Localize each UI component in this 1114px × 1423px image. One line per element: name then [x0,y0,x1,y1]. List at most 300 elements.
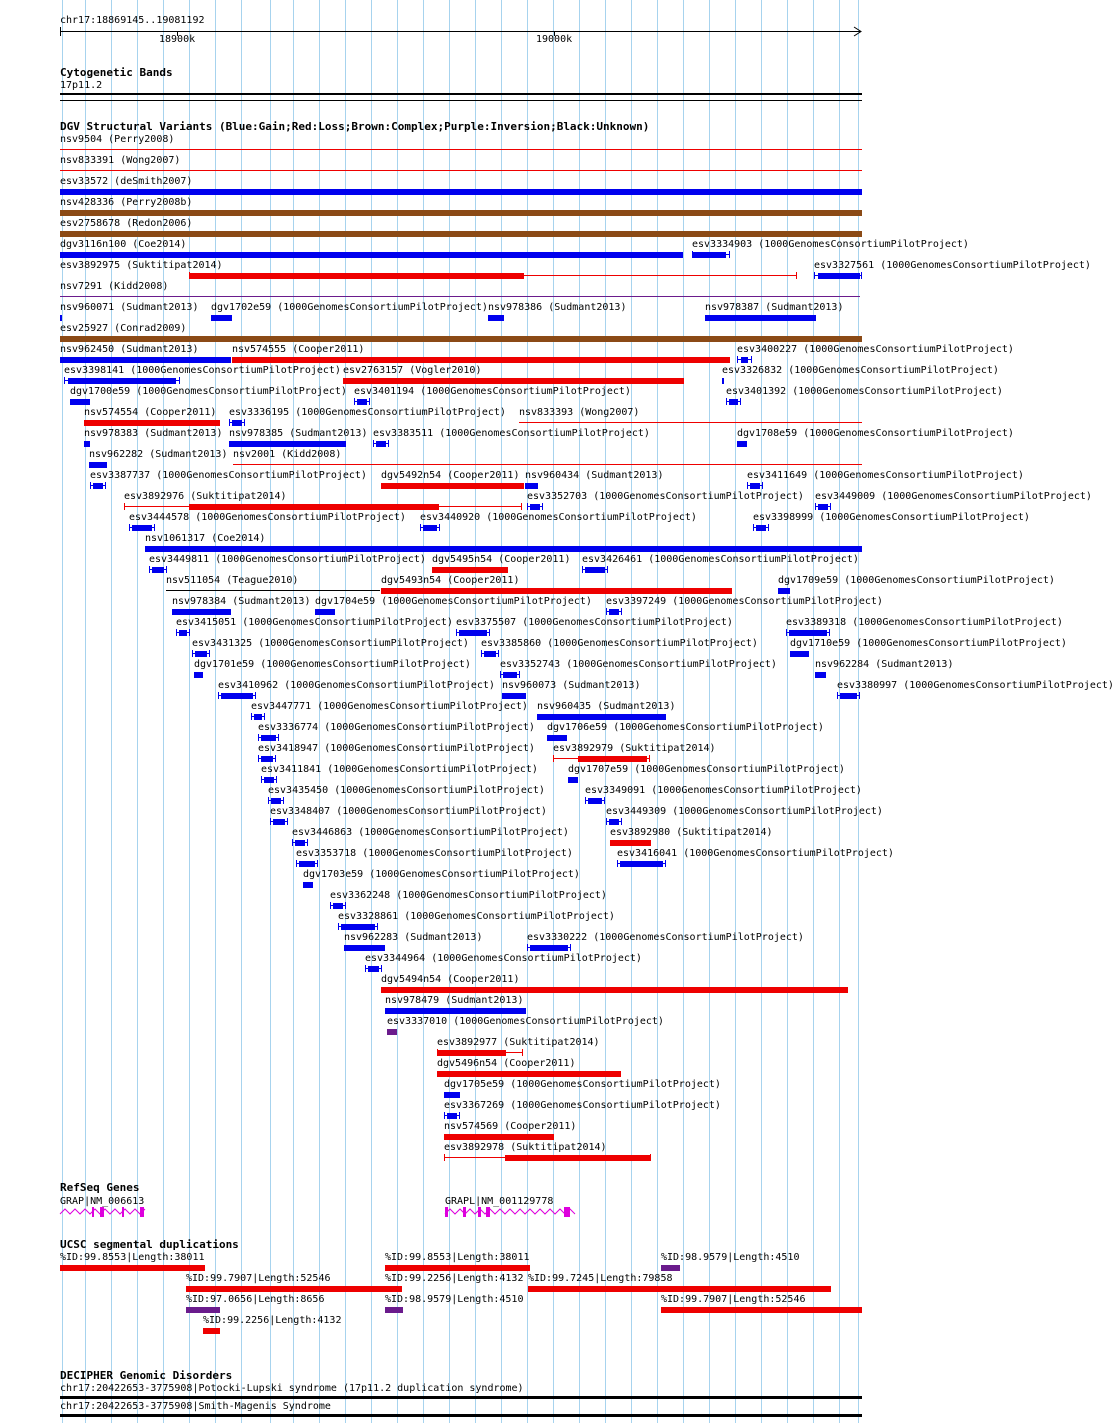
feature-cap [786,629,787,636]
feature-label: esv25927 (Conrad2009) [60,323,187,334]
feature-bar [588,798,602,804]
gene-exon [564,1207,570,1217]
feature-label: esv3449309 (1000GenomesConsortiumPilotProject) [606,806,883,817]
feature-label: esv3397249 (1000GenomesConsortiumPilotProject) [606,596,883,607]
feature-bar [60,357,231,363]
feature-cap [859,692,860,699]
feature-bar [189,504,439,510]
feature-label: esv3401194 (1000GenomesConsortiumPilotProject) [354,386,631,397]
segdup-bar [385,1286,402,1292]
feature-label: esv3344964 (1000GenomesConsortiumPilotProject) [365,953,642,964]
feature-label: nsv7291 (Kidd2008) [60,281,169,292]
feature-cap [373,440,374,447]
feature-label: dgv1710e59 (1000GenomesConsortiumPilotProject) [790,638,1067,649]
feature-label: dgv5493n54 (Cooper2011) [381,575,520,586]
track-separator [60,100,862,101]
feature-bar [60,231,862,237]
feature-cap [258,755,259,762]
ruler-left-cap [60,27,61,36]
feature-bar [818,504,828,510]
feature-label: esv3411841 (1000GenomesConsortiumPilotProject) [261,764,538,775]
feature-cap [388,440,389,447]
feature-bar [447,1113,457,1119]
feature-label: esv3380997 (1000GenomesConsortiumPilotProject) [837,680,1114,691]
segdup-bar [186,1307,220,1313]
feature-bar [333,903,343,909]
feature-cap [354,398,355,405]
gene-exon [92,1207,94,1217]
feature-cap [498,650,499,657]
feature-bar [459,630,487,636]
feature-label: esv3892977 (Suktitipat2014) [437,1037,600,1048]
feature-bar [84,441,90,447]
feature-cap [522,1049,523,1056]
feature-bar [741,357,748,363]
feature-label: dgv1704e59 (1000GenomesConsortiumPilotProject) [315,596,592,607]
feature-label: esv3389318 (1000GenomesConsortiumPilotProject) [786,617,1063,628]
feature-bar [750,483,760,489]
gene-model [445,1205,579,1219]
feature-bar [381,483,524,489]
ruler-arrow-icon [853,27,863,36]
feature-label: esv3367269 (1000GenomesConsortiumPilotProject) [444,1100,721,1111]
feature-bar [530,945,568,951]
feature-cap [283,797,284,804]
feature-cap [365,965,366,972]
feature-cap [255,692,256,699]
feature-label: nsv574554 (Cooper2011) [84,407,217,418]
feature-line [60,170,862,171]
ruler-tick-label: 18900k [159,34,196,45]
feature-line [519,422,862,423]
feature-label: esv3892978 (Suktitipat2014) [444,1142,607,1153]
feature-label: nsv978385 (Sudmant2013) [229,428,368,439]
feature-line [166,590,380,591]
feature-cap [481,650,482,657]
feature-bar [273,819,285,825]
segdup-label: %ID:99.8553|Length:38011 [385,1252,530,1263]
feature-label: esv3336774 (1000GenomesConsortiumPilotProject) [258,722,535,733]
feature-cap [292,839,293,846]
feature-bar [525,483,538,489]
segdup-bar [203,1328,220,1334]
feature-label: dgv5496n54 (Cooper2011) [437,1058,576,1069]
region-label: chr17:18869145..19081192 [60,15,205,26]
feature-bar [423,525,437,531]
feature-label: nsv9504 (Perry2008) [60,134,175,145]
feature-label: esv3398999 (1000GenomesConsortiumPilotProject) [753,512,1030,523]
feature-bar [729,399,738,405]
feature-bar [194,672,203,678]
track-title-dgv[interactable]: DGV Structural Variants (Blue:Gain;Red:Loss;Brown:Complex;Purple:Inversion;Black:Unknown) [60,120,650,133]
feature-label: esv3383511 (1000GenomesConsortiumPilotProject) [373,428,650,439]
feature-cap [814,272,815,279]
feature-label: esv3447771 (1000GenomesConsortiumPilotProject) [251,701,528,712]
feature-label: esv3330222 (1000GenomesConsortiumPilotProject) [527,932,804,943]
feature-bar [189,273,524,279]
segdup-label: %ID:99.7907|Length:52546 [186,1273,331,1284]
gene-model [60,1205,149,1219]
gene-exon [463,1207,466,1217]
feature-cap [521,503,522,510]
feature-label: esv3892979 (Suktitipat2014) [553,743,716,754]
feature-bar [132,525,152,531]
feature-label: esv3337010 (1000GenomesConsortiumPilotProject) [387,1016,664,1027]
feature-bar [376,441,386,447]
feature-bar [610,840,651,846]
segdup-label: %ID:99.7245|Length:79858 [528,1273,673,1284]
feature-line [60,149,862,150]
feature-bar [381,588,732,594]
feature-label: nsv978384 (Sudmant2013) [172,596,311,607]
feature-cap [209,650,210,657]
feature-label: nsv960073 (Sudmant2013) [502,680,641,691]
feature-bar [444,1134,554,1140]
feature-label: esv3400227 (1000GenomesConsortiumPilotProject) [737,344,1014,355]
feature-label: esv3440920 (1000GenomesConsortiumPilotProject) [420,512,697,523]
feature-label: esv33572 (deSmith2007) [60,176,193,187]
feature-label: esv3398141 (1000GenomesConsortiumPilotProject) [64,365,341,376]
feature-label: dgv3116n100 (Coe2014) [60,239,187,250]
feature-label: esv3327561 (1000GenomesConsortiumPilotProject) [814,260,1091,271]
feature-bar [232,357,730,363]
feature-cap [621,818,622,825]
segdup-bar [186,1286,385,1292]
feature-cap [796,272,797,279]
feature-label: nsv960434 (Sudmant2013) [525,470,664,481]
gene-label: GRAPL|NM_001129778 [445,1196,554,1207]
feature-bar [341,924,375,930]
feature-bar [609,819,619,825]
feature-cap [444,1154,445,1161]
feature-cap [740,398,741,405]
feature-cap [338,923,339,930]
gene-exon [122,1207,124,1217]
feature-label: esv3334903 (1000GenomesConsortiumPilotProject) [692,239,969,250]
feature-bar [790,651,809,657]
feature-cap [606,608,607,615]
track-title-decipher[interactable]: DECIPHER Genomic Disorders [60,1369,233,1382]
feature-cap [737,356,738,363]
feature-cap [768,524,769,531]
feature-label: nsv962282 (Sudmant2013) [89,449,228,460]
ruler-axis [60,31,861,32]
gene-exon [486,1207,490,1217]
feature-label: esv3349091 (1000GenomesConsortiumPilotProject) [585,785,862,796]
feature-line [233,464,862,465]
feature-label: nsv978386 (Sudmant2013) [488,302,627,313]
feature-label: nsv960435 (Sudmant2013) [537,701,676,712]
feature-cap [258,734,259,741]
feature-label: esv3411649 (1000GenomesConsortiumPilotProject) [747,470,1024,481]
feature-bar [692,252,726,258]
feature-label: esv3415051 (1000GenomesConsortiumPilotProject) [176,617,453,628]
feature-bar [221,693,253,699]
feature-cap [129,524,130,531]
feature-cap [330,902,331,909]
feature-bar [547,735,567,741]
feature-label: esv3892975 (Suktitipat2014) [60,260,223,271]
ruler-tick-label: 19000k [536,34,573,45]
feature-label: esv3353718 (1000GenomesConsortiumPilotProject) [296,848,573,859]
feature-label: dgv1701e59 (1000GenomesConsortiumPilotProject) [194,659,471,670]
feature-cap [570,944,571,951]
feature-label: dgv1708e59 (1000GenomesConsortiumPilotProject) [737,428,1014,439]
segdup-bar [60,1265,205,1271]
feature-cap [420,524,421,531]
feature-cap [439,524,440,531]
feature-label: nsv1061317 (Coe2014) [145,533,266,544]
feature-bar [315,609,335,615]
feature-bar [502,693,526,699]
segdup-bar [385,1307,403,1313]
feature-label: esv3348407 (1000GenomesConsortiumPilotProject) [270,806,547,817]
feature-label: esv3892980 (Suktitipat2014) [610,827,773,838]
feature-cap [582,566,583,573]
feature-label: esv3328861 (1000GenomesConsortiumPilotProject) [338,911,615,922]
feature-cap [830,503,831,510]
feature-bar [68,378,176,384]
feature-cap [90,482,91,489]
feature-label: dgv5494n54 (Cooper2011) [381,974,520,985]
feature-cap [317,860,318,867]
feature-cap [64,377,65,384]
feature-label: nsv574555 (Cooper2011) [232,344,365,355]
feature-label: esv3326832 (1000GenomesConsortiumPilotProject) [722,365,999,376]
feature-label: esv3449009 (1000GenomesConsortiumPilotProject) [815,491,1092,502]
feature-cap [377,923,378,930]
feature-label: esv3385860 (1000GenomesConsortiumPilotProject) [481,638,758,649]
feature-bar [295,840,305,846]
cytoband-bar[interactable] [60,93,862,95]
feature-cap [105,482,106,489]
feature-label: nsv2001 (Kidd2008) [233,449,342,460]
feature-cap [607,566,608,573]
feature-label: esv3401392 (1000GenomesConsortiumPilotProject) [726,386,1003,397]
feature-label: nsv833391 (Wong2007) [60,155,181,166]
segdup-bar [528,1286,831,1292]
feature-label: dgv1707e59 (1000GenomesConsortiumPilotProject) [568,764,845,775]
feature-bar [444,1092,460,1098]
feature-bar [261,735,276,741]
track-title-refseq[interactable]: RefSeq Genes [60,1181,140,1194]
feature-label: dgv5495n54 (Cooper2011) [432,554,571,565]
segdup-label: %ID:97.0656|Length:8656 [186,1294,325,1305]
feature-bar [211,315,232,321]
feature-bar [381,987,848,993]
feature-label: esv3418947 (1000GenomesConsortiumPilotProject) [258,743,535,754]
feature-cap [176,629,177,636]
feature-label: esv3387737 (1000GenomesConsortiumPilotProject) [90,470,367,481]
feature-bar [503,672,517,678]
feature-bar [232,420,242,426]
feature-label: nsv978387 (Sudmant2013) [705,302,844,313]
feature-cap [456,629,457,636]
feature-label: dgv5492n54 (Cooper2011) [381,470,520,481]
feature-bar [93,483,103,489]
feature-bar [89,462,107,468]
feature-cap [519,671,520,678]
feature-label: esv3435450 (1000GenomesConsortiumPilotProject) [268,785,545,796]
feature-label: esv3375507 (1000GenomesConsortiumPilotProject) [456,617,733,628]
feature-label: esv3410962 (1000GenomesConsortiumPilotProject) [218,680,495,691]
segdup-label: %ID:99.2256|Length:4132 [385,1273,524,1284]
feature-cap [381,965,382,972]
feature-cap [617,860,618,867]
feature-bar [172,609,231,615]
feature-bar [609,609,619,615]
segdup-bar [385,1265,530,1271]
feature-bar [195,651,207,657]
feature-bar [357,399,367,405]
feature-cap [229,419,230,426]
feature-bar [778,588,790,594]
gene-exon [100,1207,104,1217]
feature-label: nsv962284 (Sudmant2013) [815,659,954,670]
track-title-cytobands[interactable]: Cytogenetic Bands [60,66,173,79]
feature-cap [251,713,252,720]
feature-bar [261,756,273,762]
feature-label: dgv1703e59 (1000GenomesConsortiumPilotProject) [303,869,580,880]
feature-cap [307,839,308,846]
feature-cap [829,629,830,636]
feature-cap [527,944,528,951]
feature-cap [296,860,297,867]
feature-cap [270,818,271,825]
feature-label: esv3426461 (1000GenomesConsortiumPilotProject) [582,554,859,565]
feature-label: nsv978479 (Sudmant2013) [385,995,524,1006]
decipher-bar [60,1396,862,1399]
feature-label: dgv1706e59 (1000GenomesConsortiumPilotProject) [547,722,824,733]
feature-bar [387,1029,397,1035]
feature-bar [505,1155,651,1161]
feature-bar [70,399,90,405]
feature-bar [229,441,346,447]
feature-label: nsv962450 (Sudmant2013) [60,344,199,355]
feature-bar [344,945,385,951]
feature-cap [753,524,754,531]
feature-cap [665,860,666,867]
feature-bar [705,315,816,321]
feature-bar [488,315,504,321]
feature-label: nsv962283 (Sudmant2013) [344,932,483,943]
segdup-label: %ID:98.9579|Length:4510 [661,1252,800,1263]
feature-cap [244,419,245,426]
feature-label: esv2763157 (Vogler2010) [343,365,482,376]
feature-label: dgv1709e59 (1000GenomesConsortiumPilotProject) [778,575,1055,586]
feature-bar [432,567,508,573]
feature-line [60,296,860,297]
feature-label: esv3892976 (Suktitipat2014) [124,491,287,502]
segdup-bar [661,1307,862,1313]
feature-bar [568,777,578,783]
feature-cap [542,503,543,510]
feature-label: esv3449811 (1000GenomesConsortiumPilotProject) [149,554,426,565]
feature-cap [276,776,277,783]
feature-cap [459,1112,460,1119]
feature-label: nsv833393 (Wong2007) [519,407,640,418]
feature-cap [287,818,288,825]
feature-label: esv3431325 (1000GenomesConsortiumPilotProject) [192,638,469,649]
feature-cap [261,776,262,783]
feature-label: nsv511054 (Teague2010) [166,575,299,586]
decipher-label: chr17:20422653-3775908|Potocki-Lupski syndrome (17p11.2 duplication syndrome) [60,1383,524,1394]
feature-bar [179,630,187,636]
feature-bar [60,336,862,342]
feature-cap [606,818,607,825]
feature-label: nsv428336 (Perry2008b) [60,197,193,208]
gene-exon [140,1207,144,1217]
feature-label: nsv978383 (Sudmant2013) [84,428,223,439]
segdup-label: %ID:99.8553|Length:38011 [60,1252,205,1263]
feature-label: nsv960071 (Sudmant2013) [60,302,199,313]
feature-bar [818,273,860,279]
feature-label: esv2758678 (Redon2006) [60,218,193,229]
decipher-bar [60,1414,862,1417]
feature-bar [789,630,827,636]
feature-bar [722,378,724,384]
feature-cap [553,755,554,762]
feature-bar [737,441,747,447]
feature-bar [84,420,220,426]
feature-cap [726,398,727,405]
feature-cap [192,650,193,657]
feature-cap [278,734,279,741]
decipher-label: chr17:20422653-3775908|Smith-Magenis Syndrome [60,1401,331,1412]
feature-bar [437,1071,621,1077]
feature-bar [840,693,857,699]
segdup-label: %ID:98.9579|Length:4510 [385,1294,524,1305]
feature-cap [837,692,838,699]
feature-cap [604,797,605,804]
gene-exon [445,1207,448,1217]
feature-cap [444,1112,445,1119]
feature-cap [500,671,501,678]
feature-label: dgv1705e59 (1000GenomesConsortiumPilotProject) [444,1079,721,1090]
feature-bar [620,861,663,867]
feature-cap [815,503,816,510]
feature-cap [489,629,490,636]
feature-bar [815,672,826,678]
feature-bar [484,651,496,657]
feature-cap [275,755,276,762]
segdup-label: %ID:99.2256|Length:4132 [203,1315,342,1326]
track-title-segdup[interactable]: UCSC segmental duplications [60,1238,239,1251]
feature-cap [861,272,862,279]
feature-bar [303,882,313,888]
feature-cap [124,503,125,510]
feature-bar [437,1050,506,1056]
feature-cap [149,566,150,573]
feature-label: esv3336195 (1000GenomesConsortiumPilotProject) [229,407,506,418]
feature-cap [189,629,190,636]
feature-bar [537,714,666,720]
feature-bar [368,966,379,972]
feature-label: dgv1702e59 (1000GenomesConsortiumPilotProject) [211,302,488,313]
feature-cap [268,797,269,804]
feature-cap [621,608,622,615]
feature-cap [747,482,748,489]
segdup-label: %ID:99.7907|Length:52546 [661,1294,806,1305]
feature-bar [264,777,274,783]
feature-bar [254,714,262,720]
feature-bar [145,546,862,552]
feature-cap [527,503,528,510]
feature-bar [60,210,862,216]
feature-bar [385,1008,526,1014]
feature-bar [299,861,315,867]
feature-label: esv3446863 (1000GenomesConsortiumPilotProject) [292,827,569,838]
